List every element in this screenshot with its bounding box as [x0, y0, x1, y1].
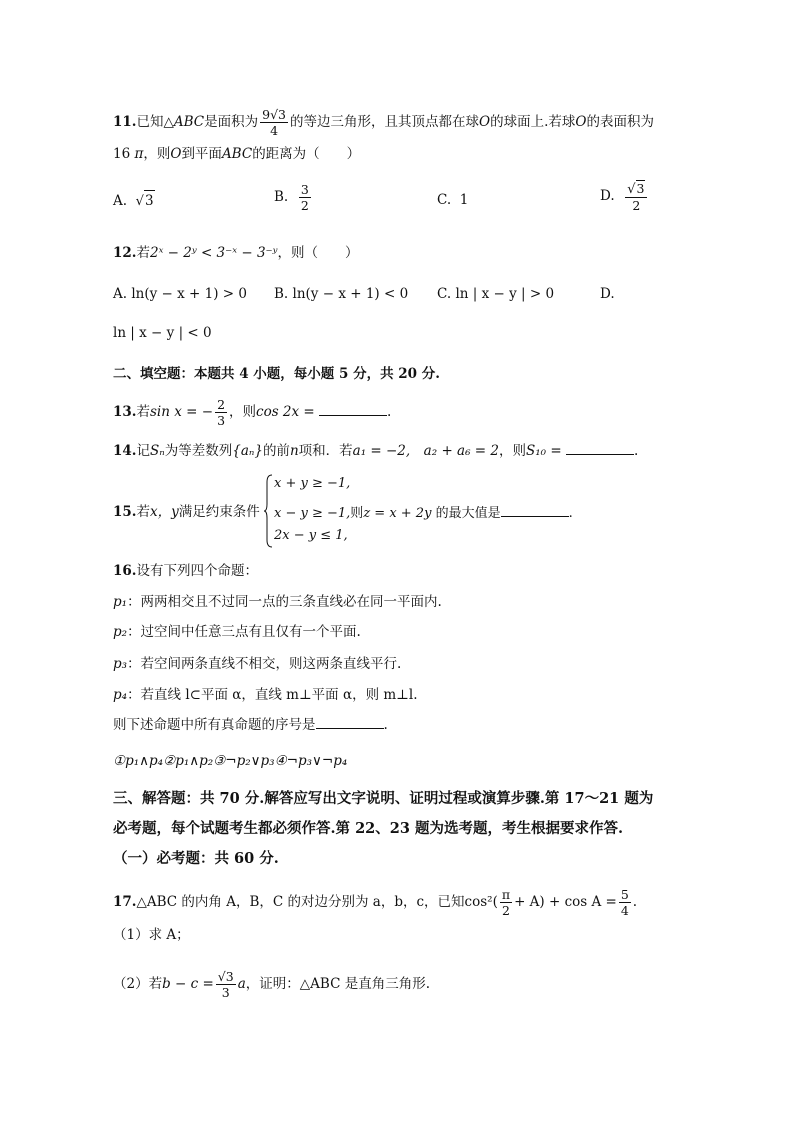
q11-text: 的等边三角形，且其顶点都在球	[290, 114, 480, 130]
q16-number: 16.	[113, 563, 137, 579]
fraction-numerator: 3	[300, 182, 309, 197]
option-label: D.	[600, 188, 615, 204]
q15-text: 满足约束条件	[178, 504, 260, 520]
option-label: D.	[600, 286, 615, 302]
proposition-text: ：过空间中任意三点有且仅有一个平面.	[127, 624, 361, 640]
q11-text: 是面积为	[204, 114, 259, 130]
constraint-3: 2x − y ≤ 1,	[274, 528, 348, 543]
fraction	[216, 969, 236, 1000]
q11-sphere-name: O	[479, 114, 491, 130]
q11-plane-name: ABC	[221, 146, 253, 162]
option-label: A.	[113, 193, 128, 209]
q15-text: 则	[350, 506, 364, 521]
fraction-numerator	[625, 180, 647, 198]
q11-number: 11.	[113, 114, 137, 130]
proposition-label: p₁	[113, 594, 128, 610]
fraction	[299, 182, 311, 213]
q14-line	[113, 441, 638, 461]
q13-line	[113, 397, 391, 428]
q15-lead	[113, 502, 260, 522]
q14-text: 的前	[262, 443, 290, 459]
constraint-2-line	[274, 502, 573, 521]
q11-text: 16	[113, 146, 131, 162]
option-label: C.	[437, 286, 452, 302]
q15-objective: z = x + 2y	[363, 506, 432, 521]
fraction	[625, 180, 647, 213]
q15-vars: x，y	[150, 504, 179, 520]
q17-text: △ABC 的内角 A，B，C 的对边分别为 a，b，c，已知	[136, 894, 465, 910]
q11-triangle-name: ABC	[173, 114, 205, 130]
q11-text: 已知△	[136, 114, 174, 130]
answer-blank	[501, 504, 569, 517]
q16-text: .	[383, 717, 388, 733]
answer-blank	[319, 403, 387, 416]
q17-text: ，证明：△ABC 是直角三角形.	[245, 976, 430, 992]
q12-expression: 2ˣ − 2ʸ < 3⁻ˣ − 3⁻ʸ	[150, 245, 278, 261]
q12-line1	[113, 243, 358, 263]
proposition-text: ：两两相交且不过同一点的三条直线必在同一平面内.	[127, 594, 442, 610]
q14-sequence: {aₙ}	[232, 443, 263, 459]
section-3-heading-line2: 必考题，每个试题考生都必须作答.第 22、23 题为选考题，考生根据要求作答.	[113, 820, 624, 837]
q11-line1	[113, 107, 654, 138]
q13-expression: sin x = −	[150, 404, 214, 420]
q11-line2	[113, 144, 360, 164]
section-2-heading: 二、填空题：本题共 4 小题，每小题 5 分，共 20 分.	[113, 366, 440, 382]
q11-option-b	[274, 182, 313, 213]
option-value: ln(y − x + 1) > 0	[131, 286, 247, 302]
q17-text: （2）若	[113, 976, 163, 992]
q17-expression: cos²(	[464, 894, 498, 910]
q16-text: 则下述命题中所有真命题的序号是	[113, 717, 316, 733]
option-value: ln | x − y | > 0	[455, 286, 555, 302]
q13-expression: cos 2x =	[256, 404, 315, 420]
q16-p2	[113, 622, 361, 642]
sqrt-sign: √	[135, 194, 144, 209]
constraint-1: x + y ≥ −1,	[274, 476, 351, 491]
q11-area-fraction	[260, 107, 288, 138]
q13-text: .	[387, 404, 392, 420]
fraction-denominator: 2	[632, 198, 641, 213]
q15-text: 的最大值是	[435, 506, 501, 521]
q11-text: 到平面	[181, 146, 222, 162]
q16-p3	[113, 654, 401, 674]
q13-text: ，则	[229, 404, 257, 420]
q14-text: 项和．若	[298, 443, 353, 459]
fraction-numerator: 2	[217, 397, 226, 412]
q14-text: 记	[136, 443, 150, 459]
q14-text: 为等差数列	[164, 443, 233, 459]
q11-option-c	[437, 190, 468, 210]
fraction-numerator: 9√3	[262, 107, 287, 122]
left-brace-icon	[264, 474, 273, 548]
proposition-label: p₃	[113, 656, 128, 672]
q16-ask	[113, 715, 388, 735]
q15-number: 15.	[113, 504, 137, 520]
fraction-denominator: 4	[270, 123, 279, 138]
q17-part-2	[113, 969, 430, 1000]
radicand: 3	[144, 190, 155, 211]
q14-sum-symbol: Sₙ	[150, 443, 165, 459]
fraction-denominator: 2	[300, 198, 309, 213]
q12-option-d-value	[113, 323, 212, 343]
q12-option-a	[113, 284, 247, 304]
radicand: 3	[636, 181, 645, 196]
fraction-denominator: 4	[620, 903, 629, 918]
answer-blank	[316, 716, 384, 729]
q12-option-c	[437, 284, 554, 304]
q17-expression: b − c =	[162, 976, 214, 992]
q17-number: 17.	[113, 894, 137, 910]
option-label: B.	[274, 286, 289, 302]
option-label: A.	[113, 286, 128, 302]
fraction	[619, 887, 631, 918]
fraction-denominator: 3	[217, 413, 226, 428]
q15-text: 若	[136, 504, 150, 520]
sqrt-sign: √	[627, 182, 636, 197]
q17-part-1: （1）求 A；	[113, 927, 190, 943]
q11-text: ，则	[143, 146, 171, 162]
fraction-numerator: π	[501, 887, 511, 902]
q14-target: S₁₀ =	[526, 443, 562, 459]
q16-choices: ①p₁∧p₄②p₁∧p₂③¬p₂∨p₃④¬p₃∨¬p₄	[113, 753, 348, 769]
fraction-denominator: 3	[221, 985, 230, 1000]
proposition-text: ：若直线 l⊂平面 α，直线 m⊥平面 α，则 m⊥l.	[127, 687, 418, 703]
q15-text: .	[568, 506, 573, 521]
q11-text: 的球面上.若球	[490, 114, 576, 130]
option-label: B.	[274, 189, 289, 205]
q16-lead	[113, 561, 258, 581]
pi-symbol: π	[134, 146, 144, 162]
fraction-numerator: 5	[620, 887, 629, 902]
q11-sphere-name: O	[575, 114, 587, 130]
q12-text: 若	[136, 245, 150, 261]
q15-constraint-system	[264, 472, 573, 552]
answer-blank	[566, 442, 634, 455]
q13-text: 若	[136, 404, 150, 420]
option-value: ln | x − y | < 0	[113, 325, 212, 341]
q17-text: .	[632, 894, 638, 910]
q12-number: 12.	[113, 245, 137, 261]
fraction-denominator: 2	[501, 903, 510, 918]
q11-option-d	[600, 180, 649, 213]
q11-option-a	[113, 190, 155, 212]
fraction	[500, 887, 512, 918]
q11-sphere-name: O	[170, 146, 182, 162]
q14-n: n	[289, 443, 299, 459]
q14-text: ，则	[499, 443, 526, 459]
q11-text: 的表面积为	[586, 114, 654, 130]
proposition-text: ：若空间两条直线不相交，则这两条直线平行.	[127, 656, 402, 672]
proposition-label: p₂	[113, 624, 128, 640]
proposition-label: p₄	[113, 687, 128, 703]
option-value: 1	[459, 192, 469, 208]
q16-p1	[113, 592, 442, 612]
q14-text: .	[633, 443, 639, 459]
q17-line	[113, 887, 637, 918]
q16-text: 设有下列四个命题：	[136, 563, 258, 579]
q12-option-b	[274, 284, 408, 304]
q11-text: 的距离为（ ）	[252, 146, 361, 162]
q16-p4	[113, 685, 417, 705]
q14-number: 14.	[113, 443, 137, 459]
q14-expression: a₁ = −2, a₂ + a₆ = 2	[352, 443, 499, 459]
constraint-2: x − y ≥ −1,	[274, 506, 351, 521]
fraction	[215, 397, 227, 428]
section-3-subheading: （一）必考题：共 60 分.	[113, 850, 279, 867]
q12-text: ，则（ ）	[277, 245, 359, 261]
section-3-heading-line1: 三、解答题：共 70 分.解答应写出文字说明、证明过程或演算步骤.第 17～21 题为	[113, 790, 654, 807]
fraction-numerator: √3	[217, 969, 234, 984]
q12-option-d	[600, 284, 615, 304]
q13-number: 13.	[113, 404, 137, 420]
option-label: C.	[437, 192, 452, 208]
option-value: ln(y − x + 1) < 0	[292, 286, 409, 302]
q17-expression: + A) + cos A =	[514, 894, 617, 910]
q17-var: a	[237, 976, 246, 992]
